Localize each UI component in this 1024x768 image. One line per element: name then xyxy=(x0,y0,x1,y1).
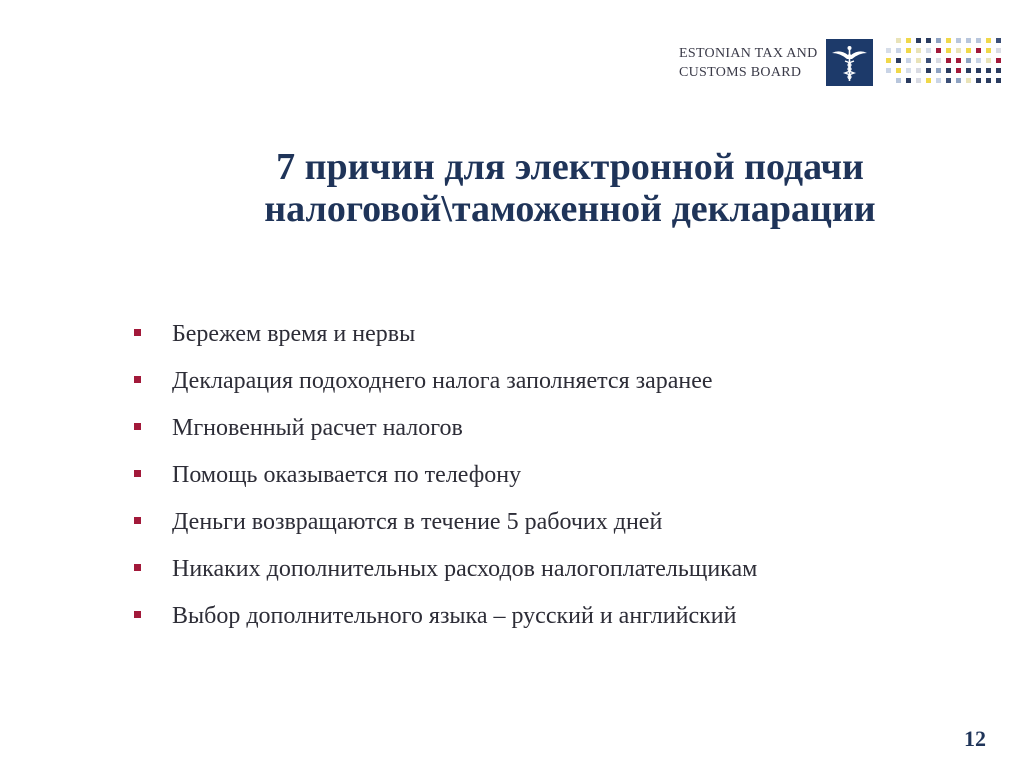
pattern-dot xyxy=(926,58,931,63)
pattern-dot xyxy=(896,78,901,83)
pattern-dot xyxy=(996,38,1001,43)
dot-grid-pattern xyxy=(886,38,1006,88)
pattern-dot xyxy=(936,68,941,73)
pattern-dot xyxy=(936,58,941,63)
pattern-dot xyxy=(976,58,981,63)
bullet-marker-icon xyxy=(134,329,141,336)
pattern-dot xyxy=(976,38,981,43)
pattern-dot xyxy=(966,38,971,43)
pattern-dot xyxy=(916,48,921,53)
pattern-dot xyxy=(996,48,1001,53)
pattern-dot xyxy=(976,48,981,53)
pattern-dot xyxy=(896,58,901,63)
bullet-marker-icon xyxy=(134,517,141,524)
pattern-dot xyxy=(996,68,1001,73)
bullet-text: Бережем время и нервы xyxy=(172,321,416,347)
bullet-marker-icon xyxy=(134,611,141,618)
pattern-dot xyxy=(946,48,951,53)
page-number: 12 xyxy=(964,726,986,751)
pattern-dot xyxy=(996,78,1001,83)
pattern-dot xyxy=(896,48,901,53)
pattern-dot xyxy=(986,68,991,73)
pattern-dot xyxy=(906,38,911,43)
bullet-text: Деньги возвращаются в течение 5 рабочих дней xyxy=(172,509,663,535)
pattern-dot xyxy=(916,38,921,43)
slide-title xyxy=(140,146,1000,230)
pattern-dot xyxy=(946,78,951,83)
bullet-text: Выбор дополнительного языка – русский и английский xyxy=(172,603,737,629)
pattern-dot xyxy=(986,48,991,53)
pattern-dot xyxy=(966,78,971,83)
pattern-dot xyxy=(926,78,931,83)
title-line-2: налоговой\таможенной декларации xyxy=(264,188,876,230)
pattern-dot xyxy=(986,78,991,83)
pattern-dot xyxy=(936,78,941,83)
bullet-marker-icon xyxy=(134,564,141,571)
pattern-dot xyxy=(896,68,901,73)
pattern-dot xyxy=(946,38,951,43)
bullet-text: Декларация подоходнего налога заполняется заранее xyxy=(172,368,713,394)
pattern-dot xyxy=(986,58,991,63)
pattern-dot xyxy=(986,38,991,43)
bullet-text: Никаких дополнительных расходов налогоплательщикам xyxy=(172,556,758,582)
bullet-text: Мгновенный расчет налогов xyxy=(172,415,463,441)
pattern-dot xyxy=(976,68,981,73)
pattern-dot xyxy=(926,68,931,73)
pattern-dot xyxy=(966,58,971,63)
pattern-dot xyxy=(996,58,1001,63)
pattern-dot xyxy=(906,48,911,53)
bullet-marker-icon xyxy=(134,423,141,430)
pattern-dot xyxy=(966,68,971,73)
pattern-dot xyxy=(926,48,931,53)
pattern-dot xyxy=(916,68,921,73)
title-line-1: 7 причин для электронной подачи xyxy=(276,146,864,188)
logo-line-2: CUSTOMS BOARD xyxy=(679,65,802,80)
pattern-dot xyxy=(886,68,891,73)
logo-text xyxy=(679,44,818,82)
bullet-marker-icon xyxy=(134,376,141,383)
pattern-dot xyxy=(956,48,961,53)
pattern-dot xyxy=(926,38,931,43)
pattern-dot xyxy=(906,58,911,63)
pattern-dot xyxy=(906,78,911,83)
pattern-dot xyxy=(966,48,971,53)
bullet-text: Помощь оказывается по телефону xyxy=(172,462,522,488)
pattern-dot xyxy=(976,78,981,83)
pattern-dot xyxy=(936,48,941,53)
logo-line-1: ESTONIAN TAX AND xyxy=(679,46,818,61)
pattern-dot xyxy=(896,38,901,43)
pattern-dot xyxy=(916,58,921,63)
pattern-dot xyxy=(956,78,961,83)
pattern-dot xyxy=(946,58,951,63)
pattern-dot xyxy=(946,68,951,73)
pattern-dot xyxy=(936,38,941,43)
pattern-dot xyxy=(956,58,961,63)
pattern-dot xyxy=(916,78,921,83)
pattern-dot xyxy=(886,58,891,63)
pattern-dot xyxy=(906,68,911,73)
bullet-marker-icon xyxy=(134,470,141,477)
pattern-dot xyxy=(956,68,961,73)
pattern-dot xyxy=(956,38,961,43)
pattern-dot xyxy=(886,48,891,53)
caduceus-icon xyxy=(826,39,873,86)
